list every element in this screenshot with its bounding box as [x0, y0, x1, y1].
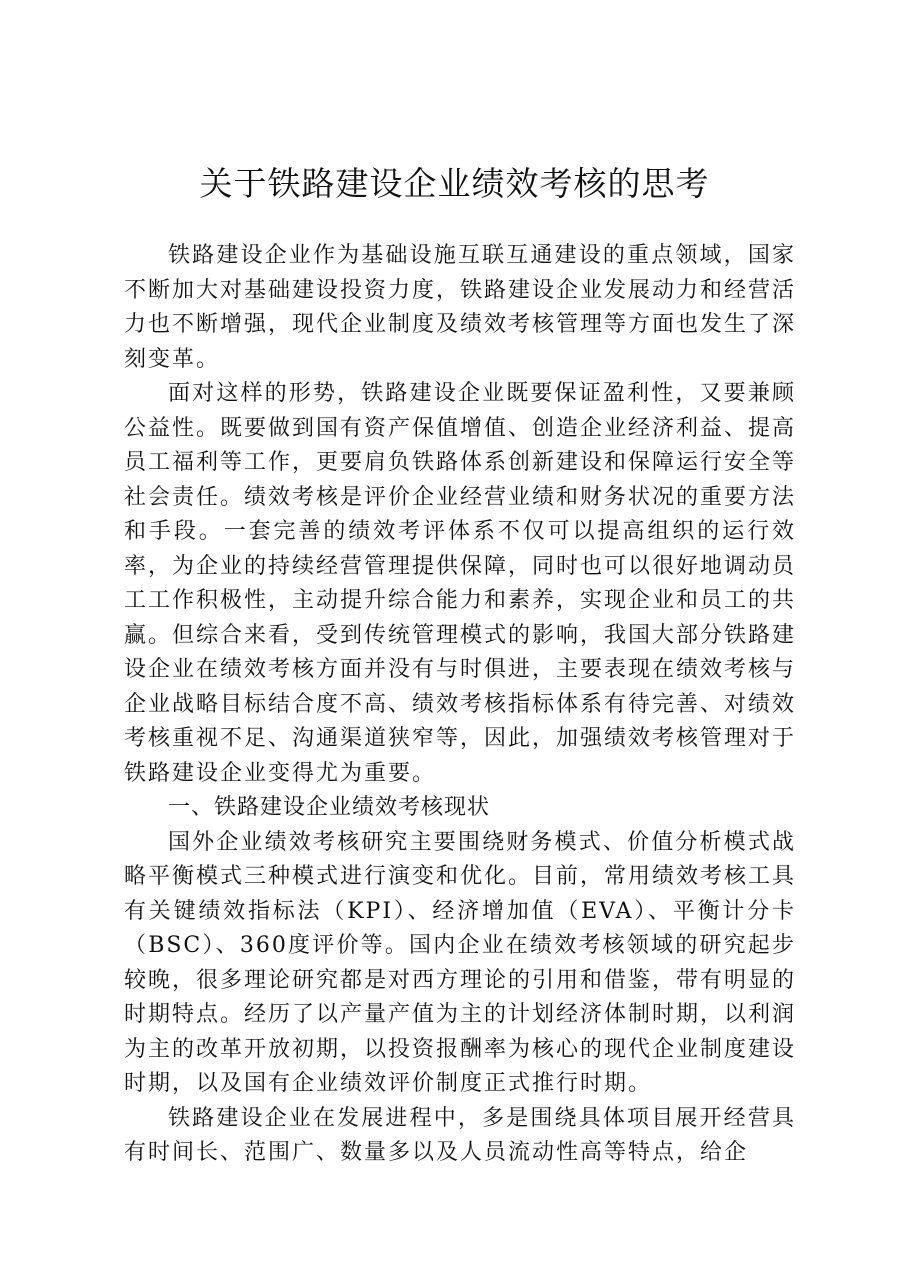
paragraph-research: 国外企业绩效考核研究主要围绕财务模式、价值分析模式战略平衡模式三种模式进行演变和优化。目前，常用绩效考核工具有关键绩效指标法（KPI）、经济增加值（EVA）、平衡计分卡（BSC）、360度评价等。国内企业在绩效考核领域的研究起步较晚，很多理论研究都是对西方理论的引用和借鉴，带有明显的时期特点。经历了以产量产值为主的计划经济体制时期，以利润为主的改革开放初期，以投资报酬率为核心的现代企业制度建设时期，以及国有企业绩效评价制度正式推行时期。: [124, 829, 797, 1096]
paragraph-situation: 面对这样的形势，铁路建设企业既要保证盈利性，又要兼顾公益性。既要做到国有资产保值增值、创造企业经济利益、提高员工福利等工作，更要肩负铁路体系创新建设和保障运行安全等社会责任。绩效考核是评价企业经营业绩和财务状况的重要方法和手段。一套完善的绩效考评体系不仅可以提高组织的运行效率，为企业的持续经营管理提供保障，同时也可以很好地调动员工工作积极性，主动提升综合能力和素养，实现企业和员工的共赢。但综合来看，受到传统管理模式的影响，我国大部分铁路建设企业在绩效考核方面并没有与时俱进，主要表现在绩效考核与企业战略目标结合度不高、绩效考核指标体系有待完善、对绩效考核重视不足、沟通渠道狭窄等，因此，加强绩效考核管理对于铁路建设企业变得尤为重要。: [124, 381, 797, 786]
paragraph-railway-development: 铁路建设企业在发展进程中，多是围绕具体项目展开经营具有时间长、范围广、数量多以及人员流动性高等特点，给企: [124, 1105, 796, 1165]
paragraph-intro: 铁路建设企业作为基础设施互联互通建设的重点领域，国家不断加大对基础建设投资力度，铁路建设企业发展动力和经营活力也不断增强，现代企业制度及绩效考核管理等方面也发生了深刻变革。: [124, 243, 797, 372]
document-title: 关于铁路建设企业绩效考核的思考: [199, 164, 710, 203]
section-heading: 一、铁路建设企业绩效考核现状: [168, 795, 491, 820]
document-body: [124, 239, 796, 1171]
